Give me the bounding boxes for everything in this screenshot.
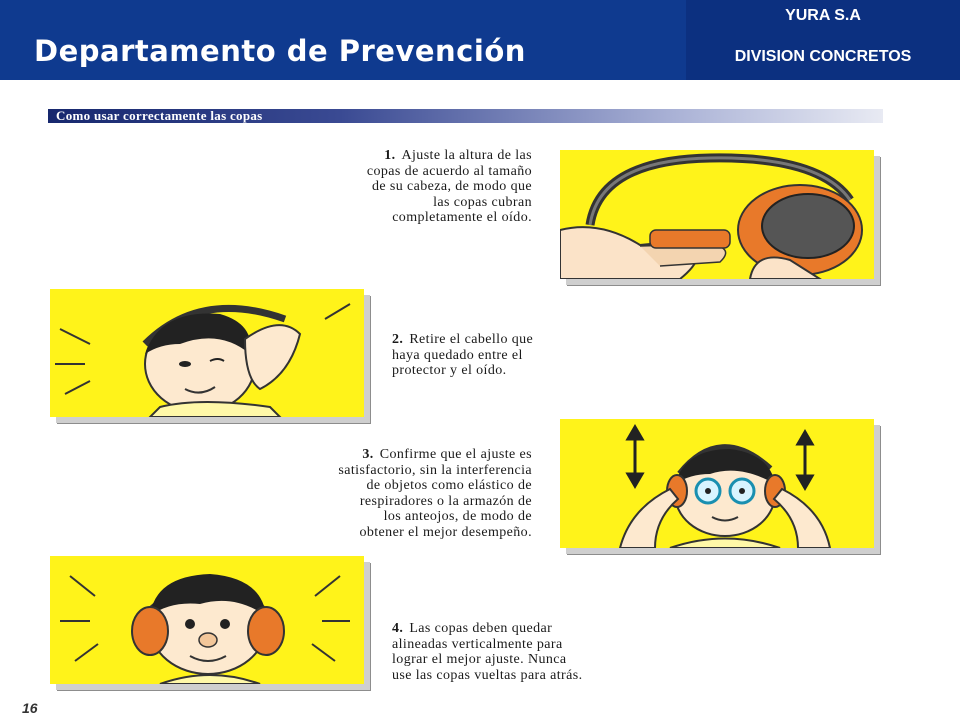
step-1-line: de su cabeza, de modo que [371, 179, 532, 194]
page-title: Departamento de Prevención [34, 34, 526, 68]
hands-earmuff-icon [560, 150, 874, 279]
step-3-illustration [560, 419, 874, 548]
step-2-line: haya quedado entre el [392, 347, 523, 363]
division-name: DIVISION CONCRETOS [734, 48, 912, 65]
step-4-line: alineadas verticalmente para [392, 636, 563, 652]
boy-with-earmuffs-icon [50, 556, 364, 684]
step-1-line: completamente el oído. [392, 210, 532, 225]
company-name: YURA S.A [785, 7, 861, 24]
step-2-number: 2. [392, 332, 404, 347]
step-1-line: las copas cubran [433, 194, 532, 210]
boy-with-glasses-icon [560, 419, 874, 548]
step-1-number: 1. [384, 148, 396, 163]
step-2-line: protector y el oído. [392, 363, 507, 378]
section-title: Como usar correctamente las copas [56, 108, 263, 123]
step-2-line: Retire el cabello que [409, 332, 534, 347]
step-1-line: Ajuste la altura de las [401, 148, 532, 163]
step-3-line: los anteojos, de modo de [383, 509, 532, 524]
step-1-illustration [560, 150, 874, 279]
step-2-illustration [50, 289, 364, 417]
step-1-text [240, 148, 532, 226]
step-4-number: 4. [392, 621, 404, 636]
step-2-text [392, 332, 652, 379]
step-1-line: copas de acuerdo al tamaño [366, 163, 532, 179]
page-number: 16 [22, 700, 38, 716]
step-3-number: 3. [362, 447, 374, 462]
step-4-illustration [50, 556, 364, 684]
step-3-line: obtener el mejor desempeño. [359, 524, 532, 540]
header-band [0, 0, 960, 80]
step-4-line: Las copas deben quedar [409, 621, 553, 636]
step-3-line: Confirme que el ajuste es [379, 447, 532, 462]
boy-adjusting-hair-icon [50, 289, 364, 417]
step-4-line: use las copas vueltas para atrás. [392, 667, 583, 683]
step-3-line: satisfactorio, sin la interferencia [338, 462, 532, 478]
step-4-line: lograr el mejor ajuste. Nunca [392, 652, 567, 667]
company-box [686, 0, 960, 80]
step-3-line: de objetos como elástico de [366, 478, 532, 493]
step-4-text [392, 621, 722, 683]
step-3-text [210, 447, 532, 540]
step-3-line: respiradores o la armazón de [359, 493, 532, 509]
